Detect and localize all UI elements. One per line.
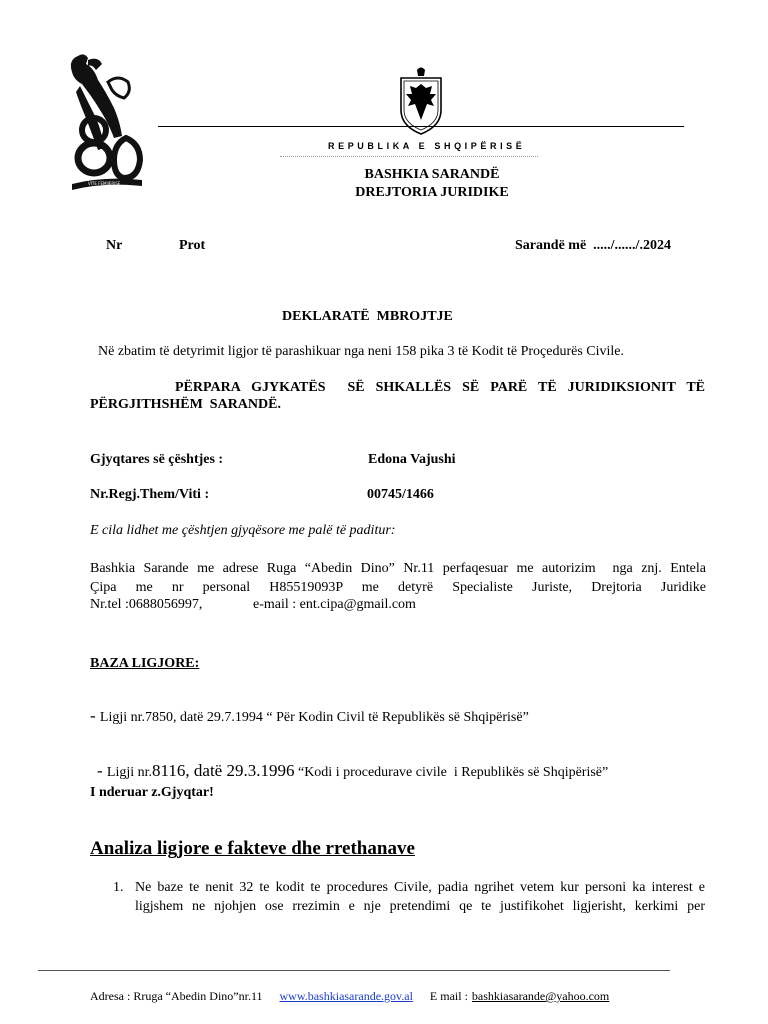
list-dash: - [90, 706, 100, 725]
list-dash: - [97, 761, 107, 780]
analysis-item-1-line-1: Ne baze te nenit 32 te kodit te procedures Civile, padia ngrihet vetem kur personi ka interest e [135, 880, 705, 895]
directorate-name: DREJTORIA JURIDIKE [355, 185, 509, 200]
nr-label: Nr [106, 238, 123, 253]
legal-basis-heading: BAZA LIGJORE: [90, 656, 200, 671]
judge-value: Edona Vajushi [368, 452, 456, 467]
salutation: I nderuar z.Gjyqtar! [90, 785, 214, 800]
footer-email-link[interactable]: bashkiasarande@yahoo.com [471, 989, 610, 1003]
defendant-phone: Nr.tel :0688056997, [90, 597, 203, 612]
legal-basis-item-1: - Ligji nr.7850, datë 29.7.1994 “ Për Kodin Civil të Republikës së Shqipërisë” [90, 706, 529, 725]
prot-label: Prot [179, 238, 206, 253]
header-dotted-rule [280, 156, 538, 157]
footer-rule [38, 970, 670, 971]
document-title: DEKLARATË MBROJTJE [282, 309, 453, 324]
registry-value: 00745/1466 [367, 487, 434, 502]
defendant-email: e-mail : ent.cipa@gmail.com [253, 597, 416, 612]
footer [90, 989, 623, 1004]
registry-label: Nr.Regj.Them/Viti : [90, 487, 210, 502]
analysis-item-number: 1. [113, 880, 124, 895]
place-date: Sarandë më ...../....../.2024 [515, 238, 671, 253]
court-line-2: PËRGJITHSHËM SARANDË. [90, 397, 281, 412]
intro-paragraph: Në zbatim të detyrimit ligjor të parashikuar nga neni 158 pika 3 të Kodit të Proçedurës Civile. [98, 344, 625, 359]
analysis-heading: Analiza ligjore e fakteve dhe rrethanave [90, 838, 415, 859]
footer-website-link[interactable]: www.bashkiasarande.gov.al [279, 989, 413, 1003]
defendant-line-2: Çipa me nr personal H85519093P me detyrë Specialiste Juriste, Drejtoria Juridike [90, 580, 706, 595]
footer-address: Adresa : Rruga “Abedin Dino”nr.11 [90, 989, 263, 1003]
judge-label: Gjyqtares së çështjes : [90, 452, 224, 467]
header-rule [158, 126, 684, 127]
republic-title: REPUBLIKA E SHQIPËRISË [328, 141, 526, 151]
court-line-1: PËRPARA GJYKATËS SË SHKALLËS SË PARË TË JURIDIKSIONIT TË [175, 380, 705, 395]
related-note: E cila lidhet me çështjen gjyqësore me palë të paditur: [90, 523, 396, 538]
defendant-line-1: Bashkia Sarande me adrese Ruga “Abedin Dino” Nr.11 perfaqesuar me autorizim nga znj. Entela [90, 561, 706, 576]
logo-text: VITE FEMIJERISE [88, 181, 121, 186]
analysis-item-1-line-2: ligjshem ne njohjen ose rrezimin e nje pretendimi qe te justifikohet ligjerisht, kerkimi per [135, 899, 705, 914]
legal-basis-item-2: - Ligji nr.8116, datë 29.3.1996 “Kodi i procedurave civile i Republikës së Shqipërisë” [97, 761, 609, 780]
municipality-name: BASHKIA SARANDË [364, 167, 500, 182]
footer-email-label: E mail : [429, 989, 468, 1003]
